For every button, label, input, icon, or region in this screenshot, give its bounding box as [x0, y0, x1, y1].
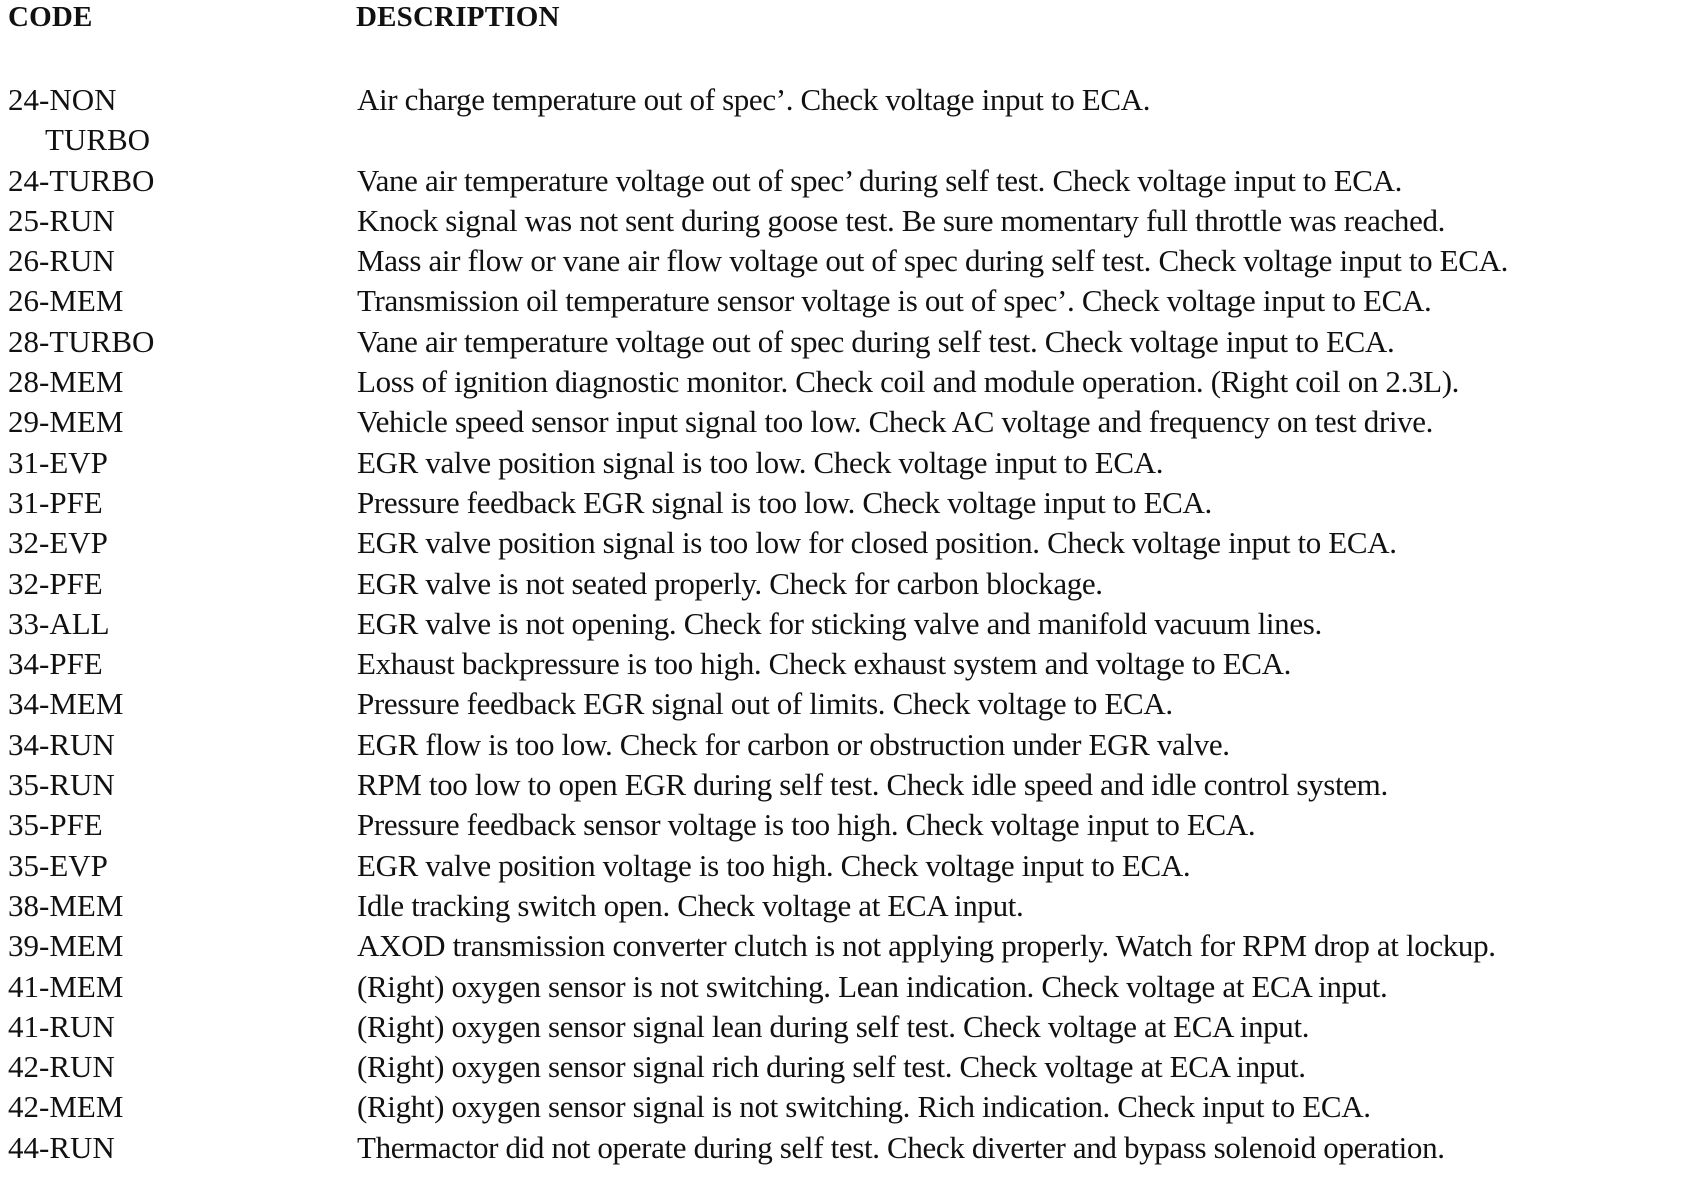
code-cell: 44-RUN — [8, 1129, 115, 1165]
code-cell: 34-RUN — [8, 726, 115, 762]
code-cell: 26-RUN — [8, 243, 115, 279]
table-row — [0, 362, 1700, 402]
table-row — [0, 765, 1700, 805]
table-row — [0, 402, 1700, 442]
table-row — [0, 201, 1700, 241]
table-row — [0, 684, 1700, 724]
table-row — [0, 443, 1700, 483]
description-cell: Transmission oil temperature sensor voltage is out of spec’. Check voltage input to ECA. — [357, 283, 1432, 319]
description-cell: AXOD transmission converter clutch is not applying properly. Watch for RPM drop at lockup. — [357, 928, 1496, 964]
description-cell: Air charge temperature out of spec’. Check voltage input to ECA. — [357, 82, 1151, 117]
code-cell: 41-MEM — [8, 968, 124, 1004]
code-cell: 35-EVP — [8, 847, 108, 883]
code-cell: 42-MEM — [8, 1089, 124, 1125]
code-cell: 35-PFE — [8, 807, 103, 843]
description-cell: Pressure feedback sensor voltage is too high. Check voltage input to ECA. — [357, 807, 1256, 843]
table-row — [0, 644, 1700, 684]
code-cell — [8, 80, 348, 161]
description-column-header: DESCRIPTION — [356, 1, 560, 33]
code-cell: 34-MEM — [8, 686, 124, 722]
code-cell: 31-PFE — [8, 484, 103, 520]
code-cell: 28-MEM — [8, 364, 124, 400]
code-cell: 28-TURBO — [8, 323, 155, 359]
description-cell: EGR valve is not seated properly. Check for carbon blockage. — [357, 565, 1103, 601]
description-cell: Vehicle speed sensor input signal too low. Check AC voltage and frequency on test drive. — [357, 404, 1434, 440]
code-list — [0, 80, 1700, 1168]
table-row — [0, 725, 1700, 765]
table-row — [0, 926, 1700, 966]
description-cell: (Right) oxygen sensor signal rich during self test. Check voltage at ECA input. — [357, 1049, 1306, 1085]
description-cell: RPM too low to open EGR during self test. Check idle speed and idle control system. — [357, 767, 1388, 803]
code-cell: 38-MEM — [8, 887, 124, 923]
description-cell: Pressure feedback EGR signal out of limits. Check voltage to ECA. — [357, 686, 1173, 722]
description-cell: (Right) oxygen sensor signal is not switching. Rich indication. Check input to ECA. — [357, 1089, 1371, 1125]
code-line-1: 24-NON — [8, 82, 117, 117]
description-cell: EGR valve position voltage is too high. Check voltage input to ECA. — [357, 847, 1191, 883]
code-cell: 33-ALL — [8, 605, 110, 641]
table-row — [0, 564, 1700, 604]
description-cell: Vane air temperature voltage out of spec during self test. Check voltage input to ECA. — [357, 323, 1395, 359]
code-cell: 41-RUN — [8, 1008, 115, 1044]
description-cell: Thermactor did not operate during self test. Check diverter and bypass solenoid operation. — [357, 1129, 1445, 1165]
table-row — [0, 1047, 1700, 1087]
description-cell: EGR flow is too low. Check for carbon or obstruction under EGR valve. — [357, 726, 1230, 762]
code-cell: 31-EVP — [8, 444, 108, 480]
table-row — [0, 967, 1700, 1007]
description-cell: Exhaust backpressure is too high. Check exhaust system and voltage to ECA. — [357, 646, 1292, 682]
table-row — [0, 886, 1700, 926]
description-cell: Knock signal was not sent during goose test. Be sure momentary full throttle was reached. — [357, 202, 1446, 238]
description-cell: Idle tracking switch open. Check voltage at ECA input. — [357, 887, 1024, 923]
table-row — [0, 80, 1700, 161]
code-cell: 39-MEM — [8, 928, 124, 964]
code-line-2: TURBO — [45, 122, 151, 158]
table-header — [0, 0, 1700, 40]
table-row — [0, 1128, 1700, 1168]
description-cell: (Right) oxygen sensor is not switching. Lean indication. Check voltage at ECA input. — [357, 968, 1388, 1004]
code-cell: 32-PFE — [8, 565, 103, 601]
code-cell: 42-RUN — [8, 1049, 115, 1085]
code-cell: 26-MEM — [8, 283, 124, 319]
table-row — [0, 161, 1700, 201]
table-row — [0, 1087, 1700, 1127]
description-cell: EGR valve is not opening. Check for sticking valve and manifold vacuum lines. — [357, 605, 1322, 641]
description-cell: Mass air flow or vane air flow voltage out of spec during self test. Check voltage input to ECA. — [357, 243, 1509, 279]
table-row — [0, 1007, 1700, 1047]
description-cell: Loss of ignition diagnostic monitor. Check coil and module operation. (Right coil on 2.3L). — [357, 364, 1460, 400]
code-cell: 34-PFE — [8, 646, 103, 682]
table-row — [0, 483, 1700, 523]
description-cell: Vane air temperature voltage out of spec’ during self test. Check voltage input to ECA. — [357, 162, 1403, 198]
table-row — [0, 281, 1700, 321]
description-cell: EGR valve position signal is too low. Check voltage input to ECA. — [357, 444, 1164, 480]
table-row — [0, 241, 1700, 281]
table-row — [0, 322, 1700, 362]
code-cell: 32-EVP — [8, 525, 108, 561]
code-column-header: CODE — [8, 1, 93, 33]
code-cell: 29-MEM — [8, 404, 124, 440]
code-cell: 25-RUN — [8, 202, 115, 238]
table-row — [0, 846, 1700, 886]
description-cell: EGR valve position signal is too low for closed position. Check voltage input to ECA. — [357, 525, 1397, 561]
description-cell: (Right) oxygen sensor signal lean during self test. Check voltage at ECA input. — [357, 1008, 1310, 1044]
table-row — [0, 604, 1700, 644]
code-cell: 24-TURBO — [8, 162, 155, 198]
description-cell: Pressure feedback EGR signal is too low. Check voltage input to ECA. — [357, 484, 1212, 520]
code-cell: 35-RUN — [8, 767, 115, 803]
table-row — [0, 523, 1700, 563]
table-row — [0, 805, 1700, 845]
